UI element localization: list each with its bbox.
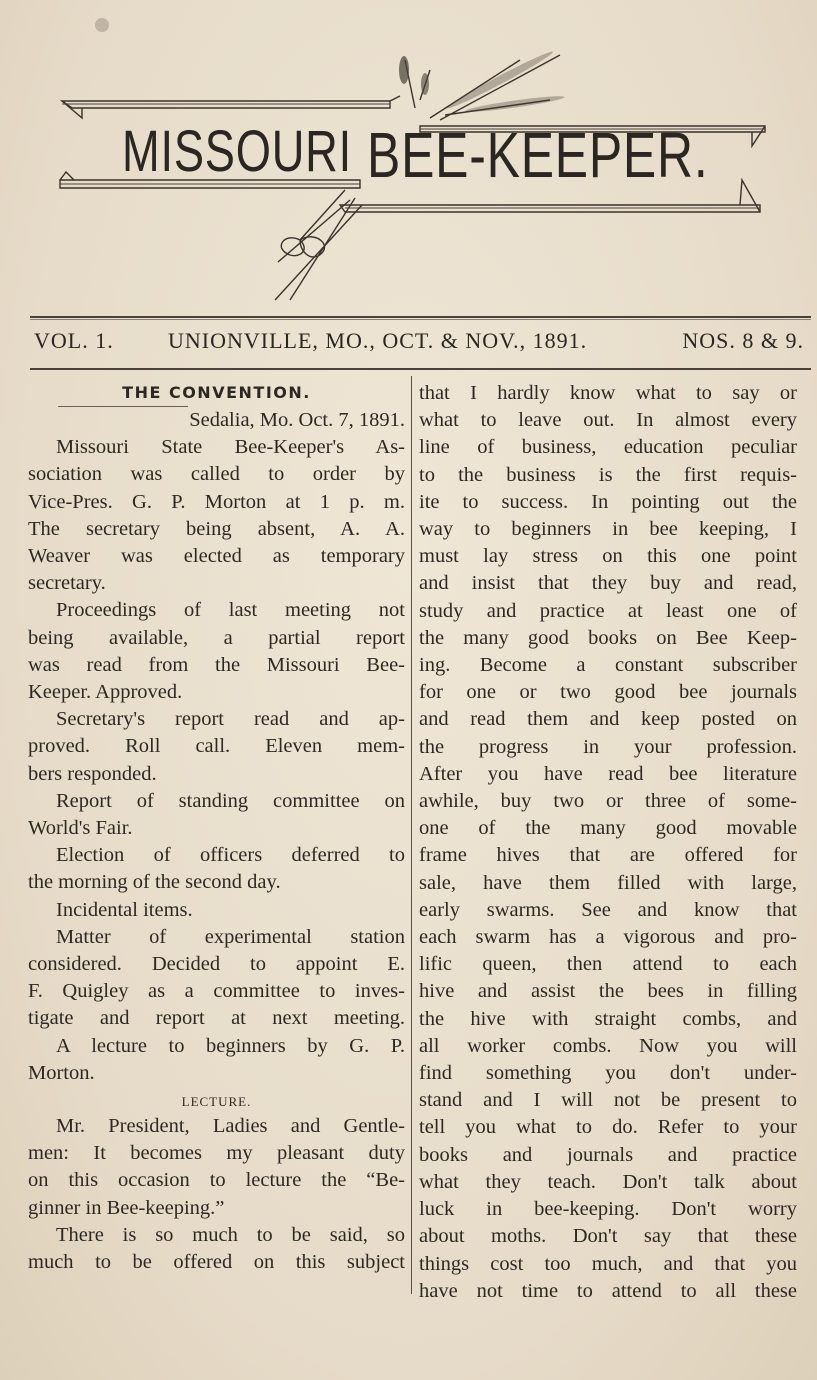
text-line: way to beginners in bee keeping, I xyxy=(419,518,797,541)
text-line: each swarm has a vigorous and pro- xyxy=(419,926,797,949)
header-rule-bottom xyxy=(30,368,811,370)
text-line: Mr. President, Ladies and Gentle- xyxy=(56,1115,405,1138)
masthead-title-bee-keeper: BEE-KEEPER. xyxy=(367,119,709,191)
text-line: sociation was called to order by xyxy=(28,463,405,486)
text-line: and read them and keep posted on xyxy=(419,708,797,731)
issue-place-date: UNIONVILLE, MO., OCT. & NOV., 1891. xyxy=(168,328,588,353)
column-divider xyxy=(411,376,412,1294)
text-line: men: It becomes my pleasant duty xyxy=(28,1142,405,1165)
article-heading: THE CONVENTION. xyxy=(122,383,311,402)
text-line: have not time to attend to all these xyxy=(419,1279,797,1302)
text-line: must lay stress on this one point xyxy=(419,545,797,568)
text-line: tell you what to do. Refer to your xyxy=(419,1116,797,1139)
text-line: find something you don't under- xyxy=(419,1062,797,1085)
text-line: that I hardly know what to say or xyxy=(419,382,797,404)
text-line: Proceedings of last meeting not xyxy=(56,599,405,622)
text-line: being available, a partial report xyxy=(28,626,405,649)
text-line: considered. Decided to appoint E. xyxy=(28,953,405,976)
text-line: luck in bee-keeping. Don't worry xyxy=(419,1198,797,1221)
text-line: books and journals and practice xyxy=(419,1143,797,1166)
text-line: bers responded. xyxy=(28,762,157,785)
lecture-body-text xyxy=(28,1113,405,1276)
text-line: line of business, education peculiar xyxy=(419,436,797,459)
text-line: There is so much to be said, so xyxy=(56,1223,405,1246)
text-line: stand and I will not be present to xyxy=(419,1089,797,1112)
masthead xyxy=(0,0,817,315)
text-line: awhile, buy two or three of some- xyxy=(419,790,797,813)
column-right xyxy=(419,380,797,1305)
text-line: proved. Roll call. Eleven mem- xyxy=(28,735,405,758)
text-line: Incidental items. xyxy=(56,898,193,921)
text-line: tigate and report at next meeting. xyxy=(28,1007,405,1030)
text-line: early swarms. See and know that xyxy=(419,898,797,921)
issue-numbers: NOS. 8 & 9. xyxy=(682,328,804,353)
column-left xyxy=(28,380,405,1276)
text-line: After you have read bee literature xyxy=(419,762,797,785)
text-line: A lecture to beginners by G. P. xyxy=(56,1034,405,1057)
text-line: Matter of experimental station xyxy=(56,925,405,948)
text-line: on this occasion to lecture the “Be- xyxy=(28,1169,405,1192)
text-line: World's Fair. xyxy=(28,817,133,840)
text-line: F. Quigley as a committee to inves- xyxy=(28,980,405,1003)
masthead-title-missouri: MISSOURI xyxy=(122,119,352,184)
text-line: the progress in your profession. xyxy=(419,735,797,758)
volume-number: VOL. 1. xyxy=(34,328,114,353)
text-line: the hive with straight combs, and xyxy=(419,1007,797,1030)
header-rule-top-thin xyxy=(30,319,811,320)
lecture-heading: LECTURE. xyxy=(181,1094,252,1110)
left-body-text xyxy=(28,434,405,1087)
text-line: was read from the Missouri Bee- xyxy=(28,653,405,676)
text-line: Secretary's report read and ap- xyxy=(56,708,405,731)
text-line: ginner in Bee-keeping.” xyxy=(28,1196,225,1219)
text-line: study and practice at least one of xyxy=(419,599,797,622)
text-line: frame hives that are offered for xyxy=(419,844,797,867)
text-line: ing. Become a constant subscriber xyxy=(419,654,797,677)
text-line: all worker combs. Now you will xyxy=(419,1034,797,1057)
text-line: what they teach. Don't talk about xyxy=(419,1170,797,1193)
text-line: hive and assist the bees in filling xyxy=(419,980,797,1003)
dateline: Sedalia, Mo. Oct. 7, 1891. xyxy=(189,409,405,431)
text-line: the morning of the second day. xyxy=(28,871,281,894)
text-line: Missouri State Bee-Keeper's As- xyxy=(56,436,405,459)
text-line: much to be offered on this subject xyxy=(28,1251,405,1274)
text-line: sale, have them filled with large, xyxy=(419,871,797,894)
text-line: Morton. xyxy=(28,1061,95,1084)
text-line: for one or two good bee journals xyxy=(419,681,797,704)
text-line: Keeper. Approved. xyxy=(28,681,183,704)
text-line: Election of officers deferred to xyxy=(56,844,405,867)
text-line: Report of standing committee on xyxy=(56,789,405,812)
text-line: about moths. Don't say that these xyxy=(419,1225,797,1248)
text-line: what to leave out. In almost every xyxy=(419,409,797,432)
text-line: lific queen, then attend to each xyxy=(419,953,797,976)
right-body-text xyxy=(419,380,797,1305)
text-line: the many good books on Bee Keep- xyxy=(419,626,797,649)
header-rule-top xyxy=(30,316,811,318)
text-line: to the business is the first requis- xyxy=(419,463,797,486)
text-line: one of the many good movable xyxy=(419,817,797,840)
text-line: and insist that they buy and read, xyxy=(419,572,797,595)
text-line: secretary. xyxy=(28,572,106,595)
text-line: The secretary being absent, A. A. xyxy=(28,517,405,540)
text-line: Weaver was elected as temporary xyxy=(28,545,405,568)
heading-underline xyxy=(58,406,188,407)
issue-line xyxy=(34,328,804,362)
text-line: Vice-Pres. G. P. Morton at 1 p. m. xyxy=(28,490,405,513)
text-line: things cost too much, and that you xyxy=(419,1252,797,1275)
text-line: ite to success. In pointing out the xyxy=(419,490,797,513)
